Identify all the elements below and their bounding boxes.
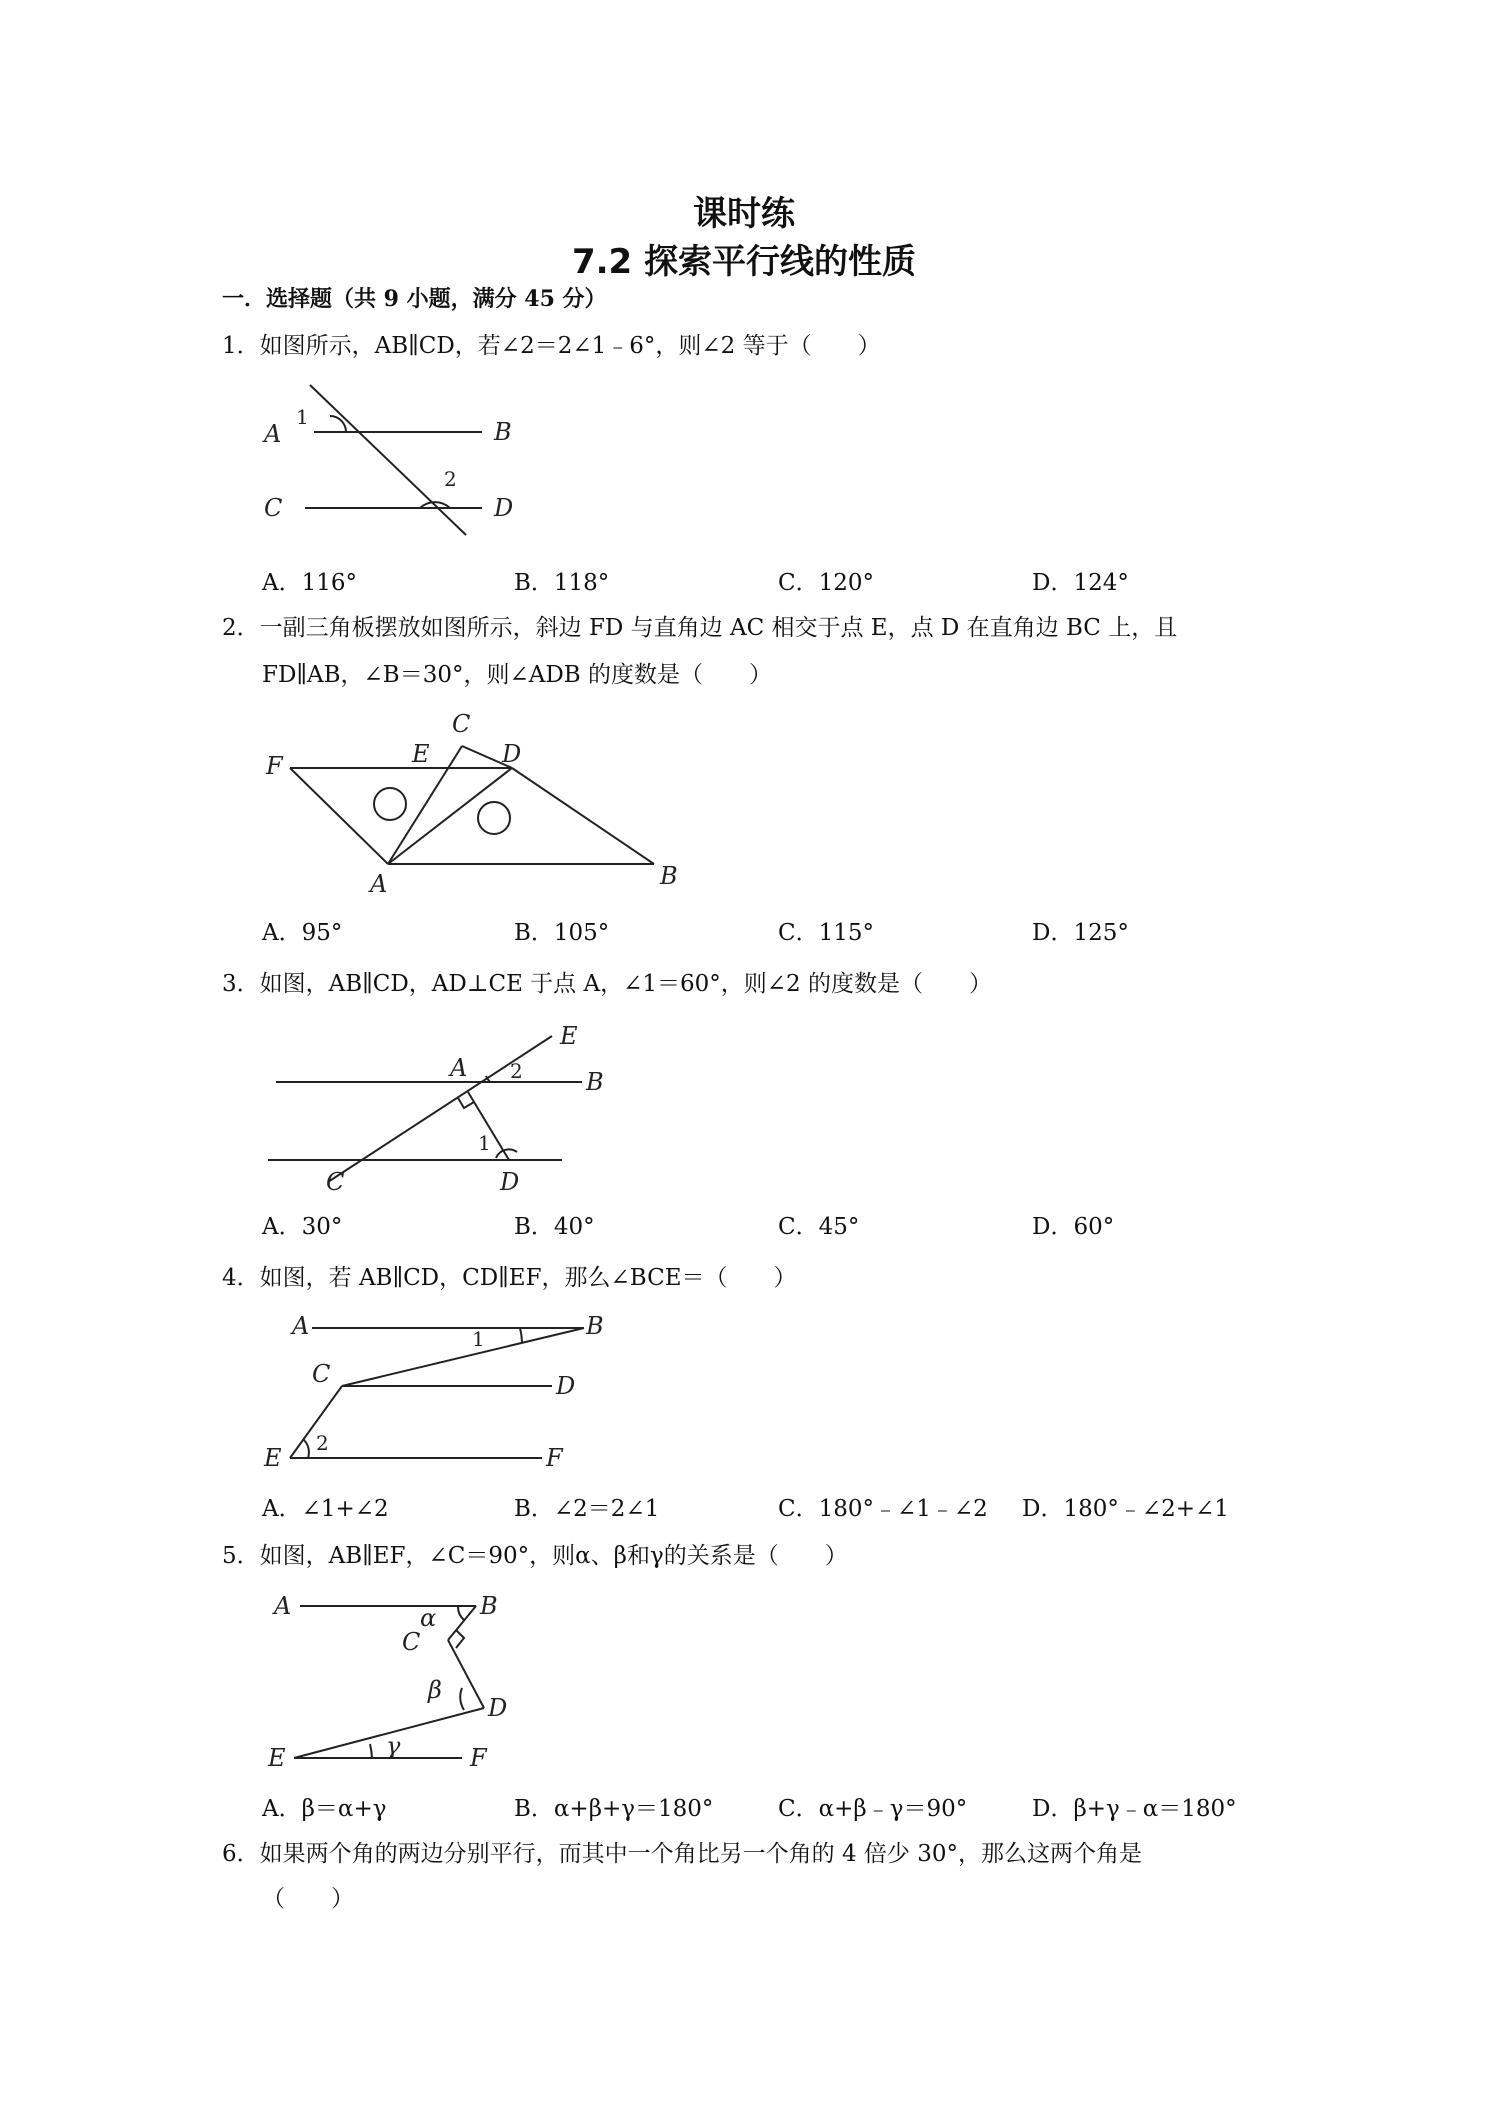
section-heading: 一．选择题（共 9 小题，满分 45 分） [222,286,607,312]
option-d[interactable]: D．124° [1032,570,1129,596]
label-a: A [264,420,282,448]
label-a: A [292,1312,310,1340]
label-angle-1: 1 [478,1131,491,1155]
label-e: E [268,1744,286,1772]
label-e: E [560,1022,578,1050]
label-c: C [312,1360,331,1388]
segment-fa [290,768,388,864]
question-4-stem: 4．如图，若 AB∥CD，CD∥EF，那么∠BCE＝（ ） [222,1265,797,1291]
label-a: A [370,870,388,898]
label-c: C [402,1628,421,1656]
option-a[interactable]: A．∠1+∠2 [262,1496,389,1522]
label-f: F [470,1744,487,1772]
label-d: D [502,740,522,768]
label-d: D [488,1694,508,1722]
label-a: A [274,1592,292,1620]
segment-db [512,768,654,864]
label-e: E [264,1444,282,1472]
label-angle-1: 1 [296,405,309,429]
label-b: B [586,1068,604,1096]
alpha-arc [458,1606,464,1620]
label-gamma: γ [386,1732,401,1760]
question-3-stem: 3．如图，AB∥CD，AD⊥CE 于点 A，∠1＝60°，则∠2 的度数是（ ） [222,971,992,997]
label-c: C [452,710,471,738]
label-beta: β [428,1676,442,1704]
label-angle-2: 2 [444,467,457,491]
question-1-figure [260,380,530,540]
question-4-figure [262,1300,622,1470]
angle-1-arc [520,1328,522,1342]
question-5-figure [262,1586,562,1776]
label-c: C [264,494,283,522]
option-b[interactable]: B．α+β+γ＝180° [514,1796,714,1822]
option-a[interactable]: A．30° [262,1214,343,1240]
question-2-stem [222,612,1282,691]
label-angle-2: 2 [510,1059,523,1083]
segment-ad [388,768,512,864]
option-d[interactable]: D．180°﹣∠2+∠1 [1022,1496,1229,1522]
label-b: B [494,418,512,446]
option-c[interactable]: C．α+β﹣γ＝90° [778,1796,968,1822]
label-f: F [546,1444,563,1472]
page-title: 课时练 [693,194,795,234]
option-d[interactable]: D．β+γ﹣α＝180° [1032,1796,1237,1822]
segment-cd [448,1640,484,1708]
option-c[interactable]: C．45° [778,1214,860,1240]
label-c: C [326,1168,345,1196]
option-a[interactable]: A．β＝α+γ [262,1796,387,1822]
option-b[interactable]: B．118° [514,570,610,596]
triangle-hole-right [478,802,510,834]
question-6-line-1: 6．如果两个角的两边分别平行，而其中一个角比另一个角的 4 倍少 30°，那么这两个角是 [222,1841,1142,1867]
transversal [310,385,466,535]
label-a: A [450,1054,468,1082]
triangle-hole-left [374,788,406,820]
question-5-stem: 5．如图，AB∥EF，∠C＝90°，则α、β和γ的关系是（ ） [222,1543,848,1569]
option-b[interactable]: B．∠2＝2∠1 [514,1496,660,1522]
question-2-figure [262,706,682,898]
option-c[interactable]: C．115° [778,920,874,946]
angle-2-arc [304,1440,309,1458]
label-angle-2: 2 [316,1431,329,1455]
gamma-arc [370,1744,372,1758]
label-f: F [266,752,283,780]
label-alpha: α [420,1604,437,1632]
label-e: E [412,740,430,768]
question-1-stem: 1．如图所示，AB∥CD，若∠2＝2∠1﹣6°，则∠2 等于（ ） [222,333,881,359]
option-c[interactable]: C．120° [778,570,874,596]
beta-arc [460,1688,464,1710]
option-d[interactable]: D．125° [1032,920,1129,946]
option-c[interactable]: C．180°﹣∠1﹣∠2 [778,1496,988,1522]
label-d: D [500,1168,520,1196]
question-2-line-1: 2．一副三角板摆放如图所示，斜边 FD 与直角边 AC 相交于点 E，点 D 在直角边 BC 上，且 [222,615,1178,641]
option-d[interactable]: D．60° [1032,1214,1115,1240]
option-a[interactable]: A．116° [262,570,358,596]
question-6-line-2: （ ） [262,1886,354,1912]
right-angle-mark [456,1630,464,1648]
segment-cb [342,1328,584,1386]
label-d: D [556,1372,576,1400]
option-b[interactable]: B．40° [514,1214,595,1240]
label-b: B [660,862,678,890]
label-angle-1: 1 [472,1327,485,1351]
question-6-stem [222,1838,1282,1915]
label-b: B [480,1592,498,1620]
option-b[interactable]: B．105° [514,920,610,946]
question-2-line-2: FD∥AB，∠B＝30°，则∠ADB 的度数是（ ） [262,662,773,688]
option-a[interactable]: A．95° [262,920,343,946]
label-d: D [494,494,514,522]
label-b: B [586,1312,604,1340]
page-subtitle: 7.2 探索平行线的性质 [571,242,917,282]
question-3-figure [262,1014,622,1194]
